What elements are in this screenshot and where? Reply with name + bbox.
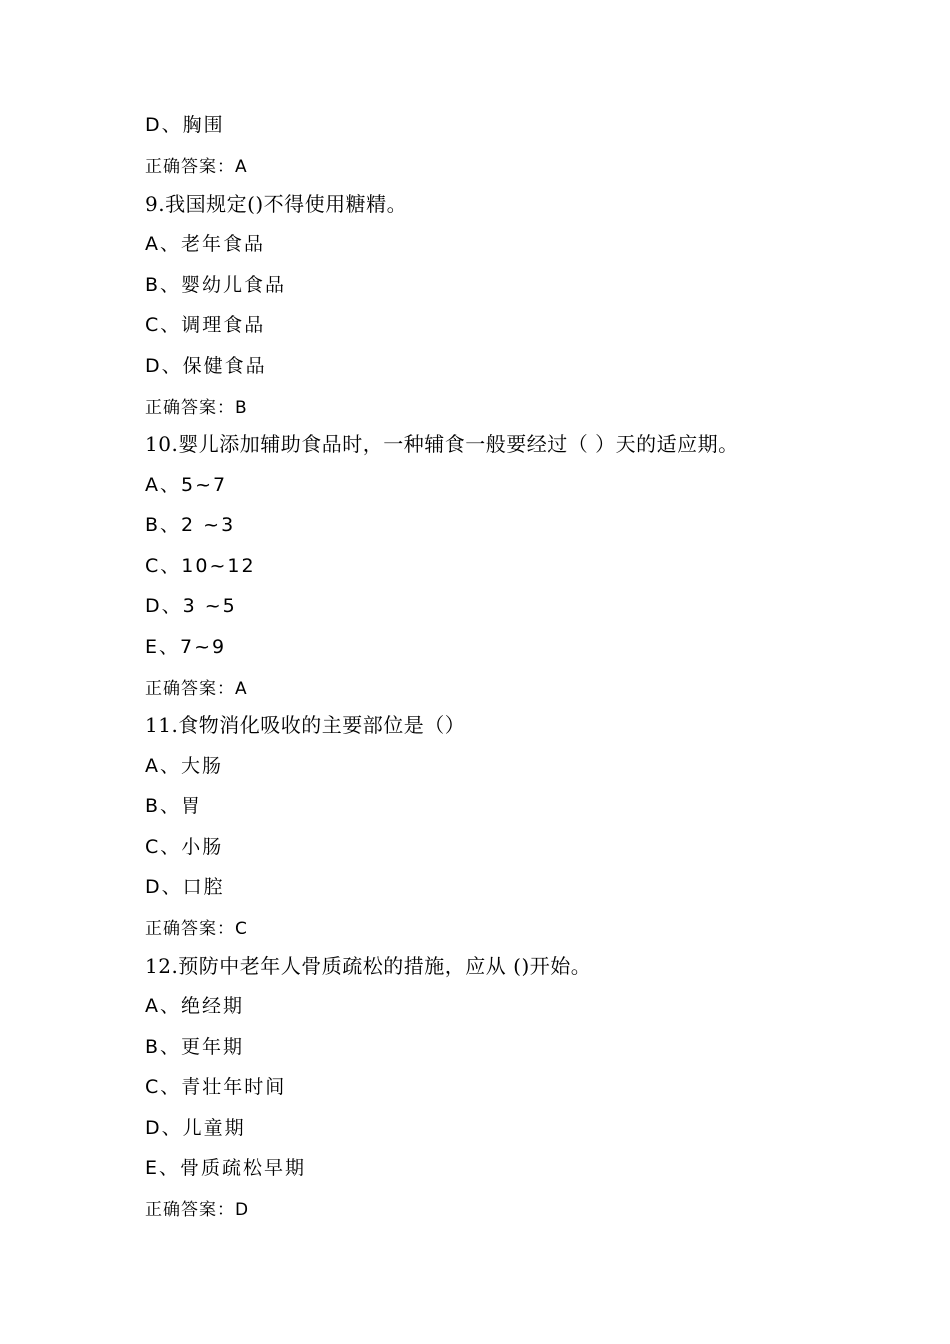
answer-line: 正确答案：A [145,679,248,699]
option-line: A、绝经期 [145,995,244,1017]
question-line: 9.我国规定()不得使用糖精。 [145,192,408,216]
question-line: 11.食物消化吸收的主要部位是（） [145,713,466,737]
option-line: E、7~9 [145,636,227,658]
option-line: E、骨质疏松早期 [145,1157,307,1179]
option-line: C、10~12 [145,555,256,577]
option-line: B、更年期 [145,1036,245,1058]
option-line: D、口腔 [145,876,225,898]
question-line: 12.预防中老年人骨质疏松的措施，应从 ()开始。 [145,954,592,978]
option-line: D、保健食品 [145,355,267,377]
answer-line: 正确答案：D [145,1200,250,1220]
answer-line: 正确答案：A [145,157,248,177]
option-line: D、3 ~5 [145,595,237,617]
option-line: D、儿童期 [145,1117,246,1139]
option-line: C、青壮年时间 [145,1076,287,1098]
option-line: A、大肠 [145,755,223,777]
option-line: A、5~7 [145,474,228,496]
option-line: A、老年食品 [145,233,265,255]
option-line: C、小肠 [145,836,224,858]
option-line: B、2 ~3 [145,514,236,536]
question-line: 10.婴儿添加辅助食品时，一种辅食一般要经过（ ）天的适应期。 [145,432,739,456]
answer-line: 正确答案：C [145,919,248,939]
answer-line: 正确答案：B [145,398,248,418]
option-line: B、婴幼儿食品 [145,274,287,296]
option-line: C、调理食品 [145,314,266,336]
option-line: B、胃 [145,795,203,817]
option-line: D、胸围 [145,114,225,136]
